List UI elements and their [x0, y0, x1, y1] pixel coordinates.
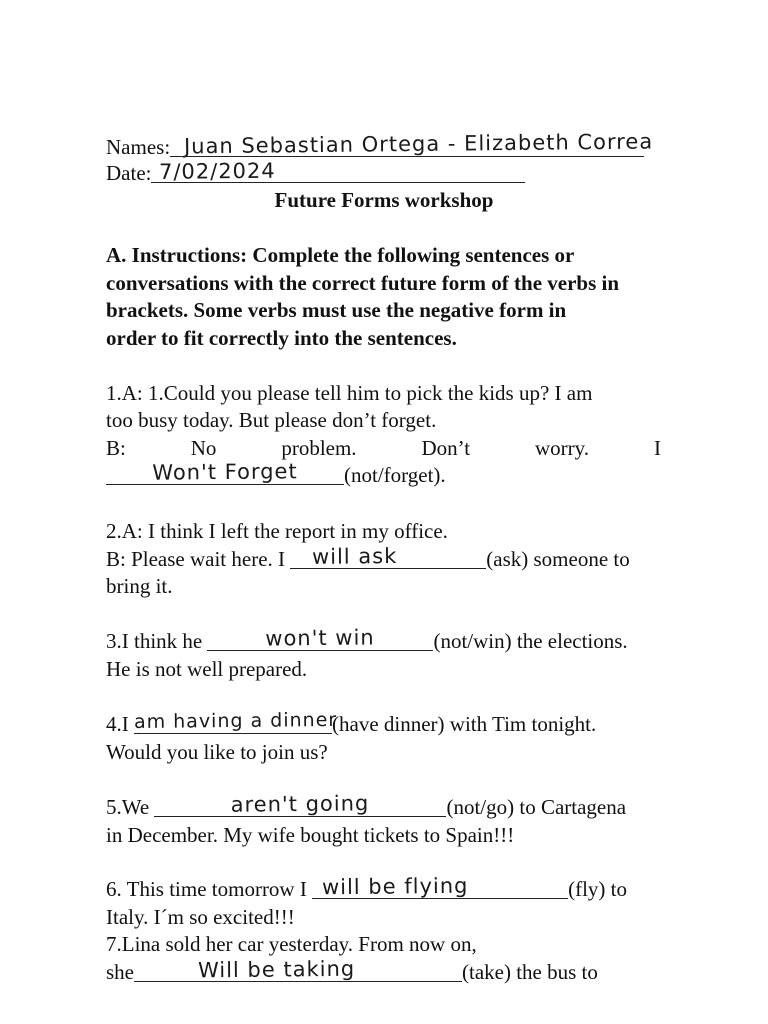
q2-line-3: bring it. [106, 574, 173, 598]
q1-answer-field[interactable] [106, 459, 344, 485]
q5-line-1 [106, 791, 627, 820]
q1-line-1: 1.A: 1.Could you please tell him to pick the kids up? I am [106, 381, 593, 405]
q6-line-1 [106, 873, 627, 902]
q4-handwritten-answer: am having a dinner [133, 708, 338, 734]
q1-b-word: Don’t [421, 436, 471, 460]
q3-line-1 [106, 625, 628, 654]
q4-line-2: Would you like to join us? [106, 740, 328, 764]
q1-b-word: worry. [535, 436, 590, 460]
q2-line-1: 2.A: I think I left the report in my office. [106, 519, 448, 543]
q3-answer-field[interactable] [207, 625, 433, 651]
q1-handwritten-answer: Won't Forget [152, 459, 298, 485]
instructions-line-4: order to fit correctly into the sentences. [106, 326, 457, 350]
q3-line-2: He is not well prepared. [106, 657, 308, 681]
q5-line-2: in December. My wife bought tickets to Spain!!! [106, 823, 515, 847]
q1-b-line [106, 435, 661, 461]
q2-line-2 [106, 546, 630, 572]
q1-b-word: problem. [281, 436, 357, 460]
instructions-line-1: A. Instructions: Complete the following sentences or [106, 243, 575, 267]
q4-line-1 [106, 708, 597, 737]
q7-after-text: (take) the bus to [462, 960, 598, 984]
q5-handwritten-answer: aren't going [231, 791, 370, 817]
q6-answer-field[interactable] [312, 873, 568, 900]
q3-after-text: (not/win) the elections. [433, 629, 628, 653]
names-field[interactable] [170, 129, 654, 159]
q6-line-2: Italy. I´m so excited!!! [106, 905, 295, 929]
date-line [106, 160, 525, 186]
q1-line-2: too busy today. But please don’t forget. [106, 408, 437, 432]
date-label: Date: [106, 161, 152, 185]
q1-b-word: I [653, 436, 661, 460]
names-label: Names: [106, 135, 171, 159]
q7-line-2 [106, 956, 598, 985]
q1-b-word: B: [106, 436, 126, 460]
date-field[interactable] [151, 160, 525, 183]
q4-answer-field[interactable] [133, 708, 338, 734]
q7-before-text: she [106, 960, 134, 984]
instructions-line-2: conversations with the correct future form of the verbs in [106, 271, 620, 295]
q3-handwritten-answer: won't win [265, 625, 376, 651]
q1-answer-line [106, 459, 446, 488]
date-handwritten: 7/02/2024 [159, 158, 277, 184]
q1-after-text: (not/forget). [344, 463, 446, 487]
q7-line-1: 7.Lina sold her car yesterday. From now on, [106, 932, 477, 956]
worksheet-title: Future Forms workshop [274, 188, 494, 212]
q2-answer-field[interactable] [290, 546, 486, 569]
q3-before-text: 3.I think he [106, 629, 208, 653]
q6-before-text: 6. This time tomorrow I [106, 877, 313, 901]
q5-after-text: (not/go) to Cartagena [446, 795, 627, 819]
q7-handwritten-answer: Will be taking [197, 956, 356, 983]
q5-before-text: 5.We [106, 795, 155, 819]
q7-answer-field[interactable] [134, 956, 462, 983]
q6-handwritten-answer: will be flying [321, 873, 469, 900]
q2-handwritten-answer: will ask [312, 544, 398, 569]
q4-after-text: (have dinner) with Tim tonight. [332, 712, 597, 736]
q1-b-word: No [190, 436, 217, 460]
instructions-line-3: brackets. Some verbs must use the negative form in [106, 298, 567, 322]
q6-after-text: (fly) to [568, 877, 627, 901]
q2-after-text: (ask) someone to [486, 547, 630, 571]
q2-before-text: B: Please wait here. I [106, 547, 291, 571]
q5-answer-field[interactable] [154, 791, 446, 817]
q4-before-text: 4.I [106, 712, 134, 736]
names-handwritten: Juan Sebastian Ortega - Elizabeth Correa [184, 129, 654, 159]
